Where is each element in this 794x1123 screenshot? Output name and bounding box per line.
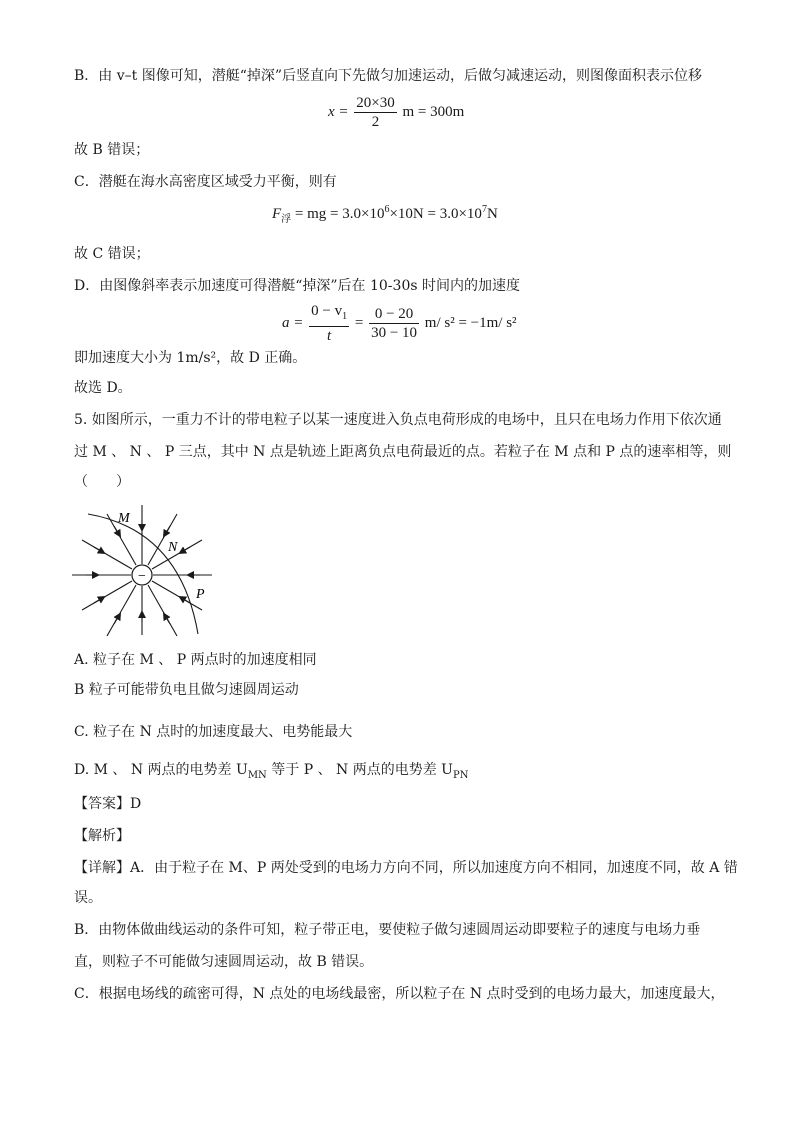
eq-f-sub: 浮 xyxy=(281,214,292,225)
field-arrow xyxy=(94,547,104,553)
text-d-conclusion: 即加速度大小为 1m/s²，故 D 正确。 xyxy=(74,350,307,366)
detail-b-line1: B．由物体做曲线运动的条件可知，粒子带正电，要使粒子做匀速圆周运动即要粒子的速度与电场力垂 xyxy=(74,922,701,938)
option-d xyxy=(74,760,468,786)
eq-a-num1-text: 0 − v xyxy=(311,303,343,319)
option-d-sub1: MN xyxy=(247,769,267,781)
q5-line2: 过 M 、 N 、 P 三点，其中 N 点是轨迹上距离负点电荷最近的点。若粒子在 M 点和 P 点的速率相等，则 xyxy=(74,444,732,460)
eq-a-denominator2: 30 − 10 xyxy=(371,325,418,341)
eq-a-equals: = xyxy=(354,314,364,331)
eq-f-lhs: F xyxy=(272,206,282,222)
eq-a-numerator1 xyxy=(309,302,349,327)
eq-a-fraction2 xyxy=(369,305,419,342)
eq-f-rhs1: = mg = 3.0×10 xyxy=(291,206,385,222)
eq-f-exp1: 6 xyxy=(384,204,390,215)
equation-displacement xyxy=(328,94,464,131)
field-arrow xyxy=(114,526,120,536)
detail-a-line1: 【详解】A．由于粒子在 M、P 两处受到的电场力方向不同，所以加速度方向不相同，加速度不同，故 A 错 xyxy=(74,860,738,876)
field-arrow xyxy=(164,526,170,536)
analysis-label: 【解析】 xyxy=(74,828,130,844)
option-b: B 粒子可能带负电且做匀速圆周运动 xyxy=(74,682,299,698)
eq-a-num1-sub: 1 xyxy=(342,311,348,322)
eq-f-rhs2: ×10N = 3.0×10 xyxy=(389,206,482,222)
text-b-wrong: 故 B 错误； xyxy=(74,142,150,158)
eq-a-denominator1: t xyxy=(327,328,332,344)
label-n: N xyxy=(168,540,178,555)
eq-a-lhs: a = xyxy=(282,314,304,331)
answer-label: 【答案】D xyxy=(74,796,142,812)
label-p: P xyxy=(196,587,205,602)
text-c-statement: C．潜艇在海水高密度区域受力平衡，则有 xyxy=(74,174,337,190)
equation-buoyancy xyxy=(272,204,498,225)
option-d-mid: 等于 P 、 N 两点的电势差 U xyxy=(266,762,453,778)
option-c: C. 粒子在 N 点时的加速度最大、电势能最大 xyxy=(74,724,353,740)
field-diagram xyxy=(70,500,220,640)
eq-a-fraction1 xyxy=(309,302,349,345)
eq-a-rhs: m/ s² = −1m/ s² xyxy=(424,314,517,331)
detail-c-line1: C．根据电场线的疏密可得，N 点处的电场线最密，所以粒子在 N 点时受到的电场力最大，加速度最大， xyxy=(74,986,725,1002)
option-d-sub2: PN xyxy=(452,769,469,781)
charge-sign: − xyxy=(138,569,146,584)
text-b-statement: B．由 v–t 图像可知，潜艇“掉深”后竖直向下先做匀加速运动，后做匀减速运动，则图像面积表示位移 xyxy=(74,68,703,84)
field-arrow xyxy=(164,614,170,624)
option-a: A. 粒子在 M 、 P 两点时的加速度相同 xyxy=(74,652,317,668)
option-d-pre: D. M 、 N 两点的电势差 U xyxy=(74,762,248,778)
eq-x-fraction xyxy=(354,94,396,131)
eq-x-lhs: x = xyxy=(328,103,349,120)
text-choose: 故选 D。 xyxy=(74,380,132,396)
field-arrow xyxy=(180,547,190,553)
eq-f-rhs3: N xyxy=(486,206,498,222)
label-m: M xyxy=(118,511,130,526)
detail-a-line2: 误。 xyxy=(74,890,102,906)
detail-b-line2: 直，则粒子不可能做匀速圆周运动，故 B 错误。 xyxy=(74,954,374,970)
eq-x-rhs: m = 300m xyxy=(402,103,465,120)
eq-x-denominator: 2 xyxy=(371,114,380,130)
eq-x-numerator: 20×30 xyxy=(356,95,395,111)
field-arrow xyxy=(114,614,120,624)
text-c-wrong: 故 C 错误； xyxy=(74,246,150,262)
equation-acceleration xyxy=(282,302,517,345)
q5-paren: （ ） xyxy=(74,474,130,490)
eq-f-exp2: 7 xyxy=(481,204,487,215)
field-arrow xyxy=(94,597,104,603)
q5-line1: 5. 如图所示，一重力不计的带电粒子以某一速度进入负点电荷形成的电场中，且只在电场力作用下依次通 xyxy=(74,412,722,428)
eq-a-numerator2: 0 − 20 xyxy=(369,305,419,324)
text-d-statement: D．由图像斜率表示加速度可得潜艇“掉深”后在 10-30s 时间内的加速度 xyxy=(74,278,520,294)
